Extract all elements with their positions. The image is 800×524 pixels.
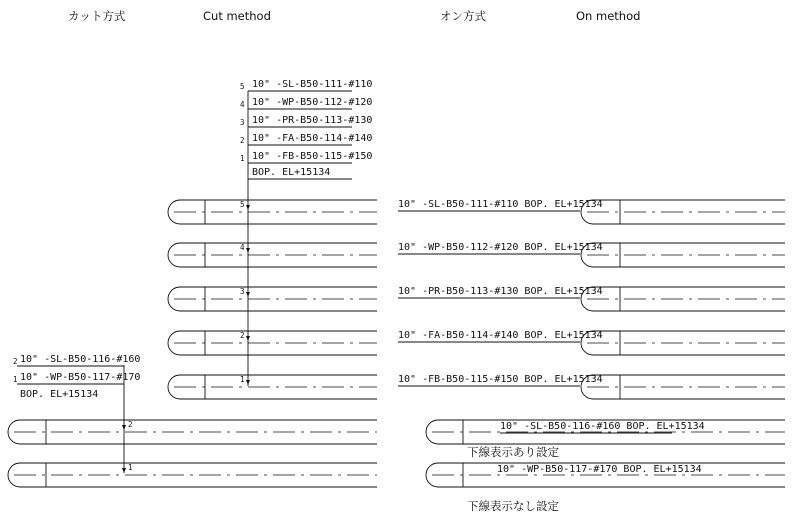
cut-upper-label: 10" -PR-B50-113-#130 <box>252 115 373 126</box>
cut-lower-pipe <box>8 420 377 444</box>
on-lower-pipe-underlined <box>426 420 785 444</box>
on-upper-pipe <box>398 330 785 355</box>
on-upper-pipe <box>398 286 785 311</box>
on-lower-group <box>426 420 785 513</box>
pipe-number: 3 <box>240 287 245 296</box>
note-with-underline: 下線表示あり設定 <box>467 445 559 459</box>
on-upper-pipe <box>398 374 785 399</box>
pipe-marker <box>246 336 250 341</box>
pipe-outline <box>168 200 377 224</box>
header-cut-jp: カット方式 <box>68 9 126 23</box>
pipe-outline <box>168 243 377 267</box>
on-lower-label: 10" -SL-B50-116-#160 BOP. EL+15134 <box>500 421 705 432</box>
cut-lower-num: 1 <box>13 375 18 384</box>
cut-upper-num: 3 <box>240 118 245 127</box>
note-without-underline: 下線表示なし設定 <box>467 499 559 513</box>
header-on-jp: オン方式 <box>440 9 486 23</box>
cut-lower-label: 10" -WP-B50-117-#170 <box>20 372 141 383</box>
cut-upper-pipe <box>168 287 377 311</box>
on-upper-pipe <box>398 242 785 267</box>
cut-upper-num: 2 <box>240 136 245 145</box>
on-upper-label: 10" -SL-B50-111-#110 BOP. EL+15134 <box>398 199 603 210</box>
pipe-marker <box>246 380 250 385</box>
header-cut-en: Cut method <box>203 9 271 23</box>
cut-upper-pipe <box>168 331 377 355</box>
cut-upper-bop: BOP. EL+15134 <box>252 167 331 178</box>
cut-upper-num: 5 <box>240 82 245 91</box>
on-upper-pipe <box>398 199 785 224</box>
cut-lower-group <box>8 354 377 487</box>
header-on-en: On method <box>576 9 641 23</box>
on-lower-label: 10" -WP-B50-117-#170 BOP. EL+15134 <box>497 464 702 475</box>
pipe-outline <box>168 287 377 311</box>
cut-upper-pipe <box>168 200 377 224</box>
pipe-outline <box>168 331 377 355</box>
pipe-number: 4 <box>240 243 245 252</box>
pipe-marker <box>246 205 250 210</box>
cut-upper-label: 10" -SL-B50-111-#110 <box>252 79 373 90</box>
pipe-marker <box>122 468 126 473</box>
cut-lower-label: 10" -SL-B50-116-#160 <box>20 354 141 365</box>
pipe-marker <box>122 425 126 430</box>
on-upper-label: 10" -FB-B50-115-#150 BOP. EL+15134 <box>398 374 603 385</box>
on-upper-label: 10" -PR-B50-113-#130 BOP. EL+15134 <box>398 286 603 297</box>
pipe-number: 1 <box>128 463 133 472</box>
cut-lower-pipe <box>8 463 377 487</box>
cut-upper-pipe <box>168 375 377 399</box>
pipe-number: 2 <box>128 420 133 429</box>
pipe-marker <box>246 248 250 253</box>
on-upper-label: 10" -WP-B50-112-#120 BOP. EL+15134 <box>398 242 603 253</box>
cut-upper-num: 1 <box>240 154 245 163</box>
cut-upper-num: 4 <box>240 100 245 109</box>
cut-upper-pipe <box>168 243 377 267</box>
on-upper-label: 10" -FA-B50-114-#140 BOP. EL+15134 <box>398 330 603 341</box>
pipe-number: 1 <box>240 375 245 384</box>
pipe-outline <box>168 375 377 399</box>
cut-upper-group <box>168 79 377 399</box>
cut-lower-num: 2 <box>13 357 18 366</box>
on-lower-pipe-plain <box>426 463 785 487</box>
pipe-marker <box>246 292 250 297</box>
cut-upper-label: 10" -WP-B50-112-#120 <box>252 97 373 108</box>
pipe-number: 5 <box>240 200 245 209</box>
pipe-number: 2 <box>240 331 245 340</box>
on-upper-group <box>398 199 785 399</box>
cut-upper-label: 10" -FA-B50-114-#140 <box>252 133 373 144</box>
cut-upper-label: 10" -FB-B50-115-#150 <box>252 151 373 162</box>
cut-lower-bop: BOP. EL+15134 <box>20 389 99 400</box>
